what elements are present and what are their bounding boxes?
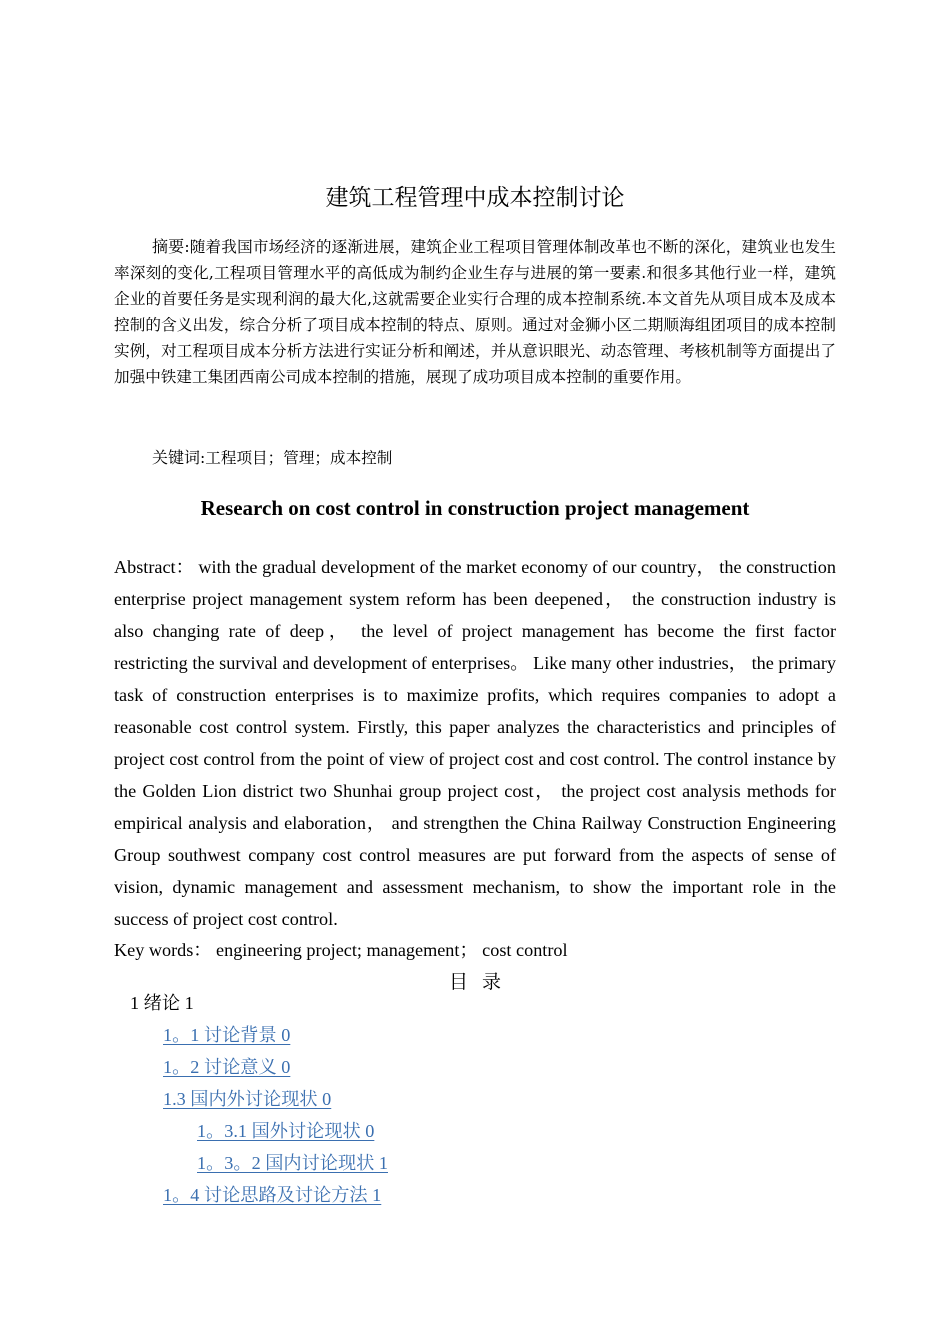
toc-link-1-3[interactable]: 1.3 国内外讨论现状 0 <box>163 1089 332 1109</box>
chinese-keywords-label: 关键词 <box>152 448 201 467</box>
toc-link-1-4[interactable]: 1。4 讨论思路及讨论方法 1 <box>163 1185 382 1205</box>
toc-link-1-3-1[interactable]: 1。3.1 国外讨论现状 0 <box>197 1121 375 1141</box>
english-title: Research on cost control in construction project management <box>200 496 750 520</box>
chinese-keywords-text: :工程项目；管理；成本控制 <box>200 449 393 467</box>
english-abstract: Abstract： with the gradual development of the market economy of our country， the construction enterprise project management system reform has been deepened， the construction industry is also changing rate of deep， the level of project management has become the first factor restricting the survival and development of enterprises。 Like many other industries， the primary task of construction enterprises is to maximize profits, which requires companies to adopt a reasonable cost control system. Firstly, this paper analyzes the characteristics and principles of project cost control from the point of view of project cost and cost control. The control instance by the Golden Lion district two Shunhai group project cost， the project cost analysis methods for empirical analysis and elaboration， and strengthen the China Railway Construction Engineering Group southwest company cost control measures are put forward from the aspects of sense of vision, dynamic management and assessment mechanism, to show the important role in the success of project cost control. <box>114 557 836 929</box>
chinese-title: 建筑工程管理中成本控制讨论 <box>325 185 625 211</box>
toc-link-1-1[interactable]: 1。1 讨论背景 0 <box>163 1025 291 1045</box>
chinese-abstract-label: 摘要 <box>152 237 185 256</box>
toc-title: 目录 <box>448 972 515 993</box>
toc-link-1-3-2[interactable]: 1。3。2 国内讨论现状 1 <box>197 1153 388 1173</box>
chinese-abstract <box>114 234 836 390</box>
english-keywords: Key words： engineering project; management； cost control <box>114 940 568 960</box>
toc-item-chapter-1[interactable]: 1 绪论 1 <box>130 993 194 1013</box>
toc-link-1-2[interactable]: 1。2 讨论意义 0 <box>163 1057 291 1077</box>
chinese-abstract-text: :随着我国市场经济的逐渐进展，建筑企业工程项目管理体制改革也不断的深化，建筑业也发生率深刻的变化,工程项目管理水平的高低成为制约企业生存与进展的第一要素.和很多其他行业一样，建筑企业的首要任务是实现利润的最大化,这就需要企业实行合理的成本控制系统.本文首先从项目成本及成本控制的含义出发，综合分析了项目成本控制的特点、原则。通过对金狮小区二期顺海组团项目的成本控制实例，对工程项目成本分析方法进行实证分析和阐述，并从意识眼光、动态管理、考核机制等方面提出了加强中铁建工集团西南公司成本控制的措施，展现了成功项目成本控制的重要作用。 <box>114 238 836 386</box>
chinese-keywords <box>152 445 836 471</box>
